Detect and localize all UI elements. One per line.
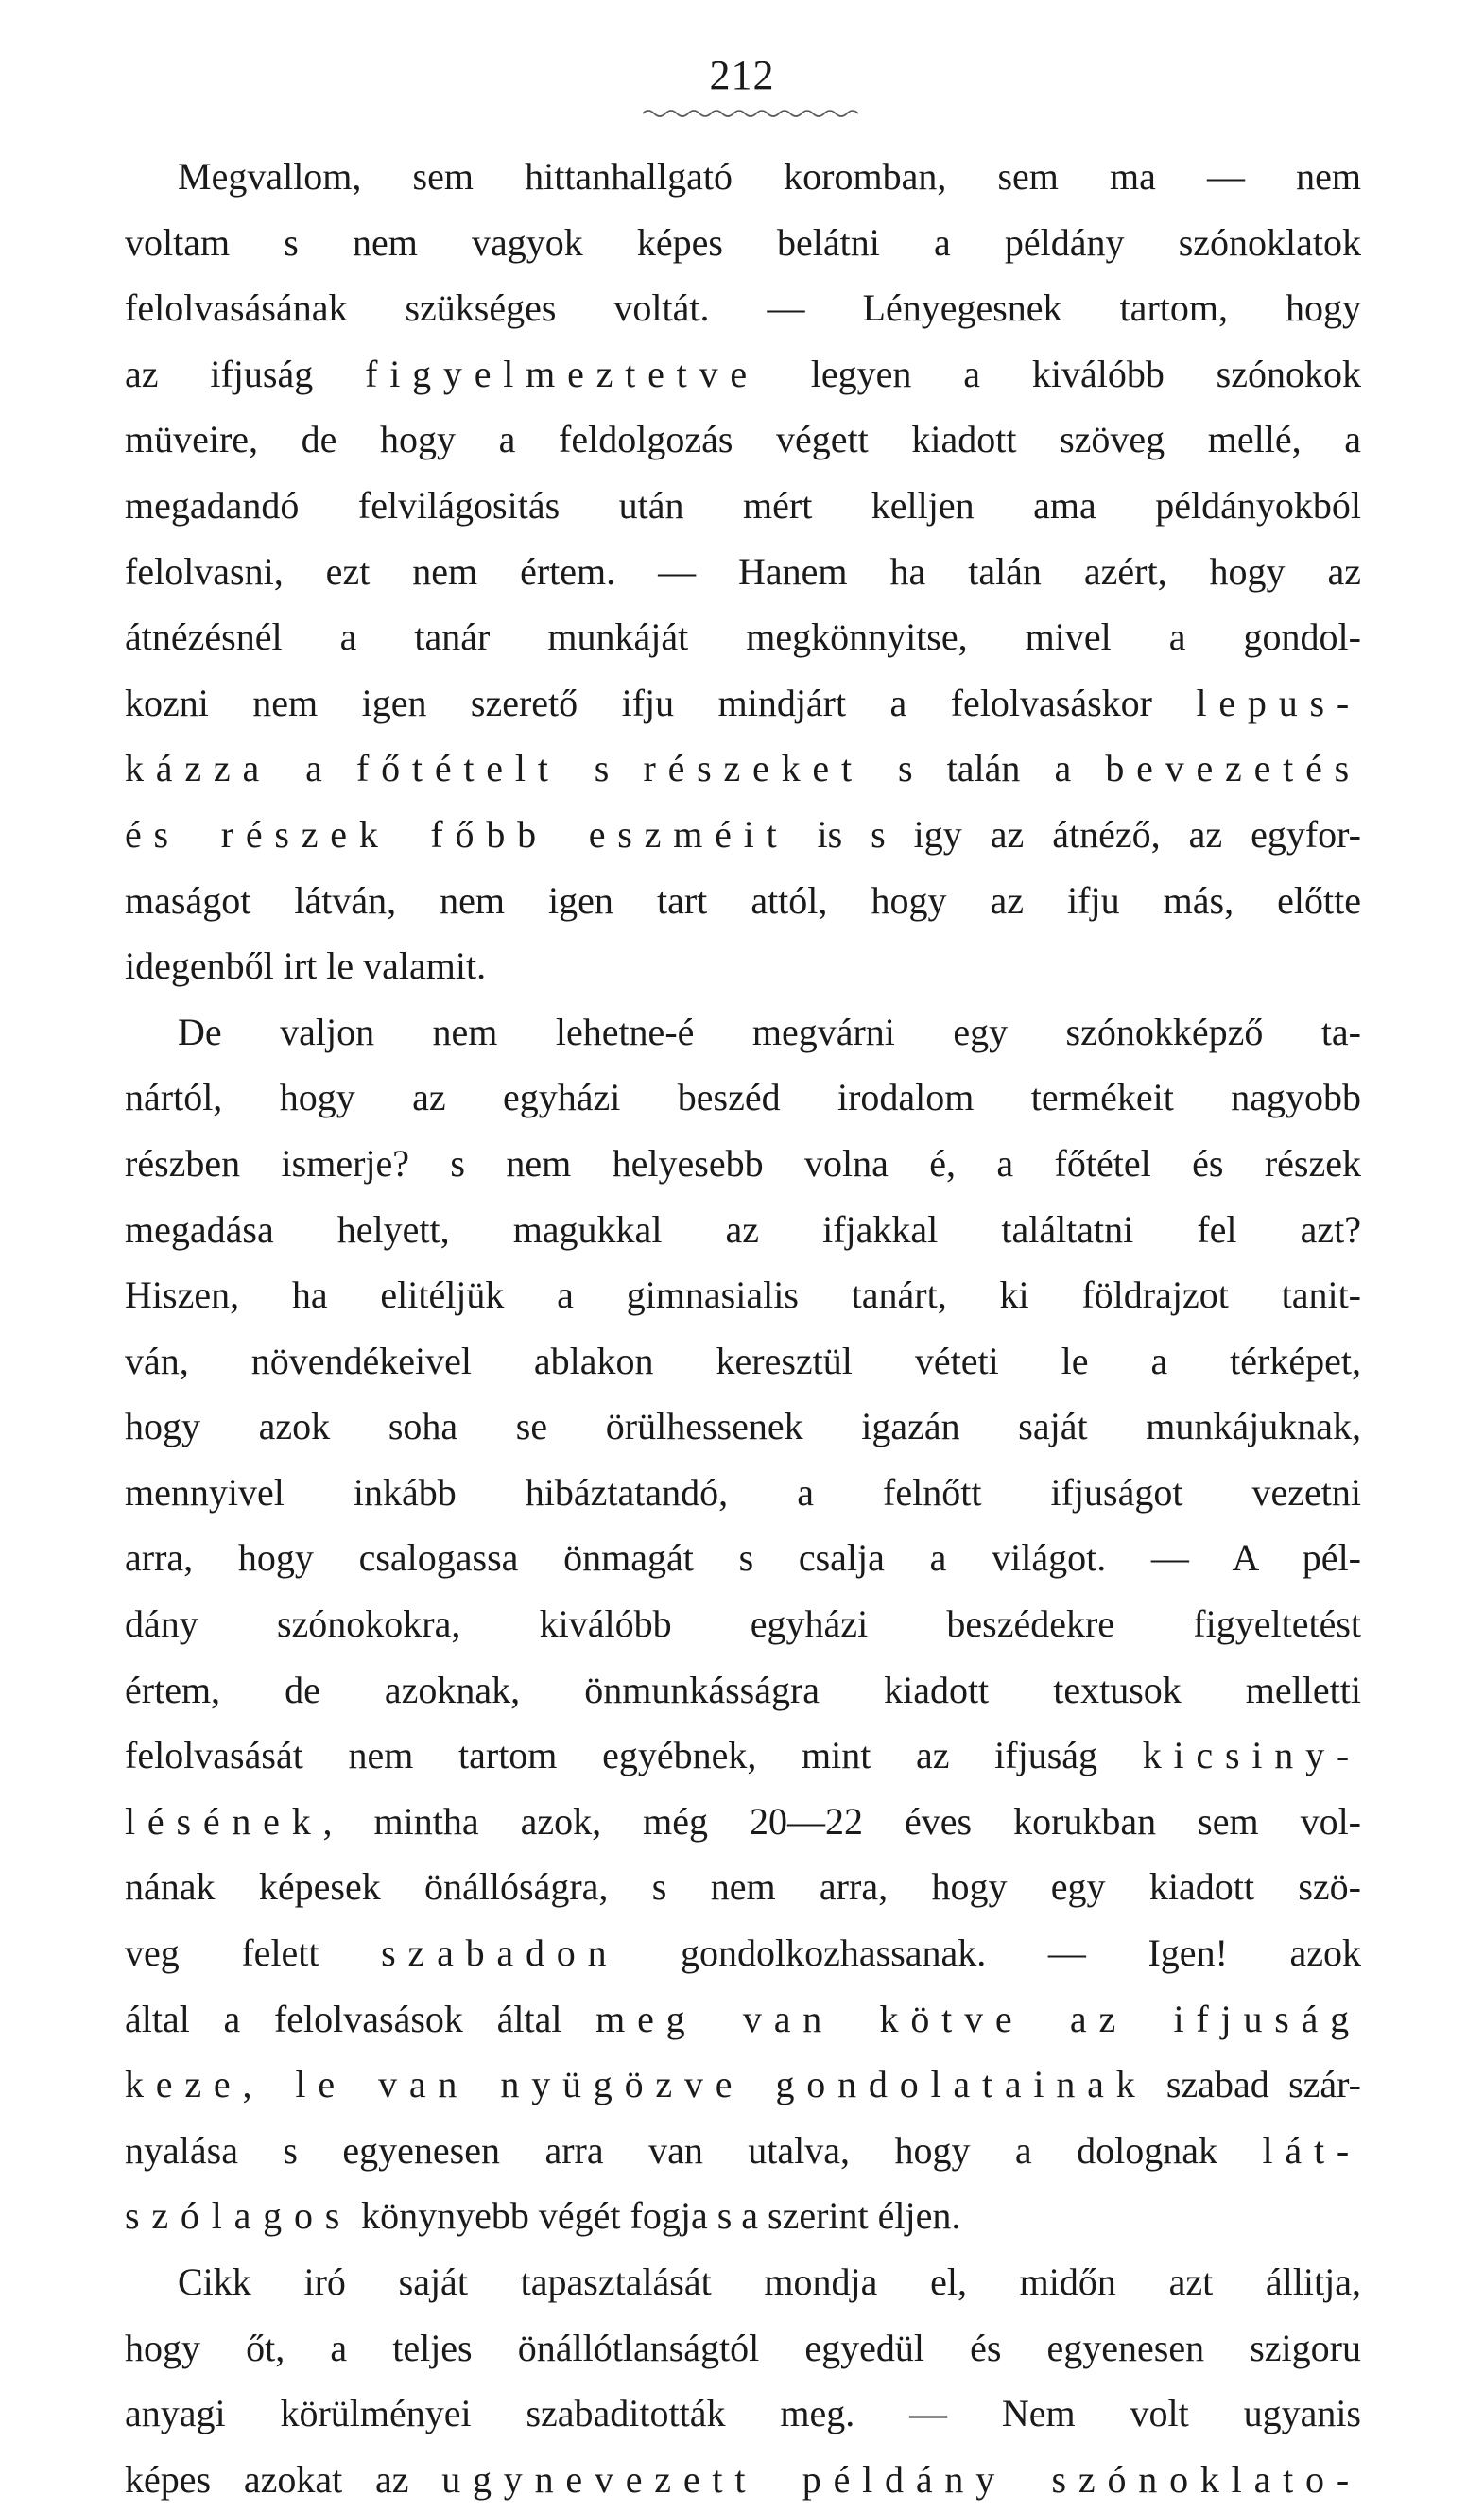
text-line	[125, 2183, 1361, 2249]
text-segment: kozni nem igen szerető ifju mindjárt a felolvasáskor	[125, 681, 1197, 724]
text-line	[125, 1065, 1361, 1131]
spaced-emphasis-text: lepus-	[1196, 681, 1361, 724]
spaced-emphasis-text: kázza	[125, 747, 272, 790]
text-line	[125, 1591, 1361, 1657]
text-line	[125, 1789, 1361, 1855]
text-segment: részben ismerje? s nem helyesebb volna é, a főtétel és részek	[125, 1141, 1361, 1185]
text-segment: a	[271, 747, 356, 790]
text-line	[125, 275, 1361, 341]
text-segment: képes azokat az	[125, 2457, 442, 2501]
text-segment: átnézésnél a tanár munkáját megkönnyitse, mivel a gondol-	[125, 615, 1361, 659]
text-line	[125, 2052, 1361, 2118]
text-line	[125, 144, 1361, 210]
spaced-emphasis-text: kicsiny-	[1142, 1734, 1361, 1777]
text-segment: legyen a kiválóbb szónokok	[758, 352, 1361, 395]
text-segment: értem, de azoknak, önmunkásságra kiadott textusok melletti	[125, 1668, 1361, 1711]
text-line	[125, 1723, 1361, 1789]
text-segment: maságot látván, nem igen tart attól, hogy az ifju más, előtte	[125, 878, 1361, 922]
text-segment: Hiszen, ha elitéljük a gimnasialis tanárt, ki földrajzot tanit-	[125, 1273, 1361, 1317]
text-line	[125, 1854, 1361, 1920]
text-segment: megadandó felvilágositás után mért kelljen ama példányokból	[125, 483, 1361, 527]
text-segment: felolvasását nem tartom egyébnek, mint az ifjuság	[125, 1734, 1143, 1777]
text-segment: felolvasásának szükséges voltát. — Lényegesnek tartom, hogy	[125, 286, 1361, 330]
text-line	[125, 670, 1361, 736]
text-segment: Megvallom, sem hittanhallgató koromban, sem ma — nem	[178, 155, 1361, 198]
text-segment: , mintha azok, még 20—22 éves korukban sem vol-	[322, 1799, 1361, 1843]
text-segment: arra, hogy csalogassa önmagát s csalja a világot. — A pél-	[125, 1536, 1361, 1580]
text-line	[125, 1460, 1361, 1526]
text-line	[125, 1197, 1361, 1263]
page-number-underline	[643, 108, 860, 119]
text-segment: nyalása s egyenesen arra van utalva, hogy a dolognak	[125, 2128, 1263, 2172]
spaced-emphasis-text: keze, le van nyügözve gondolatainak	[125, 2063, 1148, 2106]
text-segment: dány szónokokra, kiválóbb egyházi beszédekre figyeltetést	[125, 1602, 1361, 1646]
text-line	[125, 2315, 1361, 2382]
text-segment: is s igy az átnéző, az egyfor-	[788, 812, 1361, 856]
spaced-emphasis-text: bevezetés	[1105, 747, 1361, 790]
text-segment: De valjon nem lehetne-é megvárni egy szónokképző ta-	[178, 1010, 1361, 1053]
text-segment: voltam s nem vagyok képes belátni a példány szónoklatok	[125, 220, 1361, 264]
text-line	[125, 2381, 1361, 2447]
text-segment: anyagi körülményei szabaditották meg. — Nem volt ugyanis	[125, 2392, 1361, 2435]
text-segment: ván, növendékeivel ablakon keresztül véteti le a térképet,	[125, 1339, 1361, 1382]
spaced-emphasis-text: szabadon	[381, 1932, 619, 1975]
spaced-emphasis-text: főtételt	[355, 747, 561, 790]
text-segment: az ifjuság	[125, 352, 366, 395]
text-line	[125, 604, 1361, 670]
text-line	[125, 802, 1361, 868]
text-line	[125, 473, 1361, 539]
spaced-emphasis-text: figyelmeztetve	[365, 352, 759, 395]
text-segment: s	[560, 747, 644, 790]
spaced-emphasis-text: meg van kötve az ifjuság	[595, 1997, 1361, 2040]
spaced-emphasis-text: lésének	[125, 1799, 323, 1843]
text-segment: felolvasni, ezt nem értem. — Hanem ha talán azért, hogy az	[125, 549, 1361, 593]
text-line	[125, 1525, 1361, 1591]
text-line	[125, 2249, 1361, 2315]
text-line	[125, 341, 1361, 407]
text-line	[125, 1131, 1361, 1197]
text-line	[125, 2447, 1361, 2512]
text-segment: könynyebb végét fogja s a szerint éljen.	[352, 2194, 961, 2238]
text-line	[125, 210, 1361, 276]
text-segment: Cikk iró saját tapasztalását mondja el, midőn azt állitja,	[178, 2261, 1361, 2303]
text-line	[125, 736, 1361, 802]
text-line	[125, 1986, 1361, 2053]
spaced-emphasis-text: részeket	[643, 747, 864, 790]
text-segment: mennyivel inkább hibáztatandó, a felnőtt ifjuságot vezetni	[125, 1470, 1361, 1514]
text-segment: s talán a	[863, 747, 1106, 790]
text-line	[125, 407, 1361, 473]
text-line	[125, 868, 1361, 934]
text-segment: hogy azok soha se örülhessenek igazán saját munkájuknak,	[125, 1405, 1361, 1448]
page-number: 212	[709, 52, 775, 98]
text-segment: nártól, hogy az egyházi beszéd irodalom termékeit nagyobb	[125, 1076, 1361, 1119]
text-line	[125, 2118, 1361, 2184]
spaced-emphasis-text: ugynevezett példány szónoklato-	[441, 2457, 1361, 2501]
text-segment: veg felett	[125, 1932, 382, 1975]
text-line	[125, 1657, 1361, 1724]
text-line	[125, 933, 1361, 999]
text-segment: megadása helyett, magukkal az ifjakkal találtatni fel azt?	[125, 1207, 1361, 1251]
text-segment: gondolkozhassanak. — Igen! azok	[618, 1932, 1361, 1975]
text-line	[125, 1262, 1361, 1328]
text-line	[125, 539, 1361, 605]
spaced-emphasis-text: szólagos	[125, 2194, 353, 2238]
body-text	[125, 144, 1361, 2512]
spaced-emphasis-text: lát-	[1262, 2128, 1361, 2172]
text-segment: hogy őt, a teljes önállótlanságtól egyedül és egyenesen szigoru	[125, 2326, 1361, 2369]
text-line	[125, 999, 1361, 1065]
text-line	[125, 1394, 1361, 1460]
text-segment: szabad szár-	[1147, 2063, 1361, 2106]
text-segment: idegenből irt le valamit.	[125, 944, 487, 988]
spaced-emphasis-text: és részek főbb eszméit	[125, 812, 789, 856]
text-segment: által a felolvasások által	[125, 1997, 596, 2040]
text-line	[125, 1920, 1361, 1986]
text-segment: müveire, de hogy a feldolgozás végett kiadott szöveg mellé, a	[125, 418, 1361, 461]
text-line	[125, 1328, 1361, 1395]
text-segment: nának képesek önállóságra, s nem arra, hogy egy kiadott szö-	[125, 1865, 1361, 1909]
